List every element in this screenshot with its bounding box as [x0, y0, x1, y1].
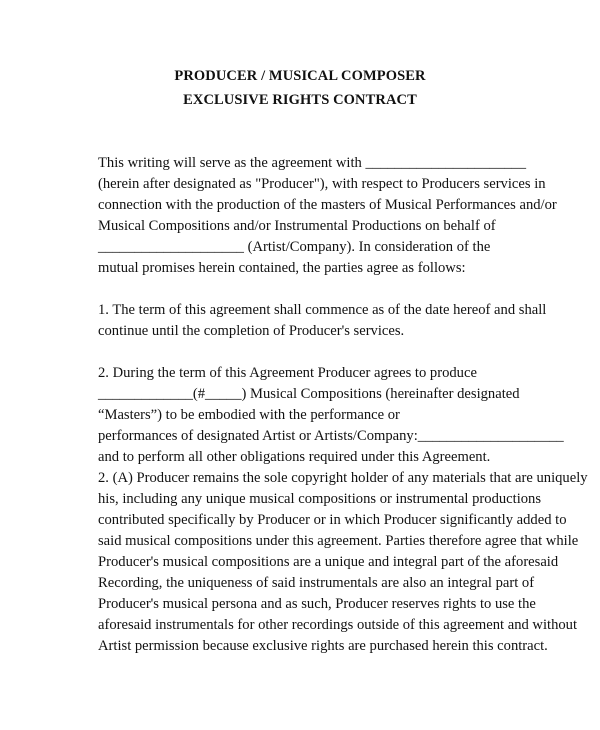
body-line: and to perform all other obligations required under this Agreement. [98, 449, 491, 465]
body-line: Recording, the uniqueness of said instrumentals are also an integral part of [98, 575, 535, 591]
body-line: Musical Compositions and/or Instrumental Productions on behalf of [98, 218, 496, 234]
body-line: mutual promises herein contained, the parties agree as follows: [98, 260, 466, 276]
body-line: _____________(#_____) Musical Compositions (hereinafter designated [98, 386, 520, 402]
body-line: continue until the completion of Producer's services. [98, 323, 405, 339]
body-line: connection with the production of the masters of Musical Performances and/or [98, 197, 557, 213]
body-line: said musical compositions under this agreement. Parties therefore agree that while [98, 533, 579, 549]
body-line: 2. During the term of this Agreement Producer agrees to produce [98, 365, 477, 381]
document-subtitle: EXCLUSIVE RIGHTS CONTRACT [183, 92, 417, 108]
body-line: Producer's musical persona and as such, Producer reserves rights to use the [98, 596, 536, 612]
body-line: This writing will serve as the agreement with ______________________ [98, 155, 527, 171]
body-line: aforesaid instrumentals for other recordings outside of this agreement and without [98, 617, 578, 633]
document-title: PRODUCER / MUSICAL COMPOSER [174, 68, 426, 84]
body-line: “Masters”) to be embodied with the performance or [98, 407, 400, 423]
body-line: Artist permission because exclusive rights are purchased herein this contract. [98, 638, 548, 654]
body-line: his, including any unique musical compositions or instrumental productions [98, 491, 542, 507]
body-line: (herein after designated as "Producer"), with respect to Producers services in [98, 176, 546, 192]
body-line: 2. (A) Producer remains the sole copyright holder of any materials that are uniquely [98, 470, 588, 486]
body-line: Producer's musical compositions are a unique and integral part of the aforesaid [98, 554, 559, 570]
body-line: performances of designated Artist or Artists/Company:____________________ [98, 428, 564, 444]
body-line: ____________________ (Artist/Company). In consideration of the [98, 239, 491, 255]
body-line: contributed specifically by Producer or in which Producer significantly added to [98, 512, 567, 528]
body-line: 1. The term of this agreement shall commence as of the date hereof and shall [98, 302, 547, 318]
